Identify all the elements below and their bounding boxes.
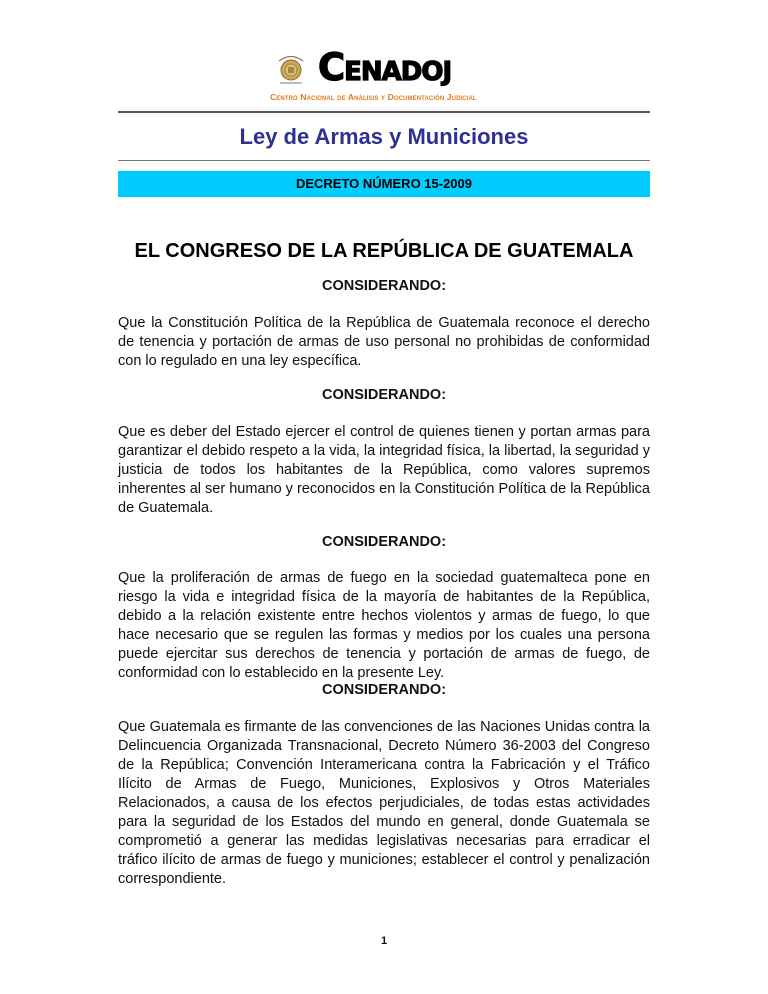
issuer-heading: EL CONGRESO DE LA REPÚBLICA DE GUATEMALA — [134, 240, 634, 262]
section-paragraph: Que la Constitución Política de la República de Guatemala reconoce el derecho de tenencia y portación de armas de uso personal no prohibidas de conformidad con lo regulado en una ley específica. — [118, 315, 650, 369]
section-heading: CONSIDERANDO: — [321, 278, 447, 294]
decree-banner: DECRETO NÚMERO 15-2009 — [118, 171, 650, 197]
title-divider — [118, 160, 650, 161]
logo-subtitle: Centro Nacional de Análisis y Documentación Judicial — [270, 92, 477, 102]
section-heading: CONSIDERANDO: — [321, 682, 447, 698]
page-number: 1 — [380, 935, 388, 947]
logo-brand-text: Cenadoj — [318, 46, 452, 89]
cenadoj-logo — [268, 48, 508, 108]
document-title: Ley de Armas y Municiones — [239, 124, 529, 149]
judicial-seal-icon — [275, 52, 307, 88]
section-paragraph: Que Guatemala es firmante de las convenciones de las Naciones Unidas contra la Delincuencia Organizada Transnacional, Decreto Número 36-2003 del Congreso de la República; Convención Interamericana contra la Fabricación y el Tráfico Ilícito de Armas de Fuego, Municiones, Explosivos y Otros Materiales Relacionados, a causa de los efectos perjudiciales, de todas estas actividades para la seguridad de los Estados del mundo en general, donde Guatemala se comprometió a generar las medidas legislativas necesarias para erradicar el tráfico ilícito de armas de fuego y municiones; establecer el control y penalización correspondiente. — [118, 719, 650, 887]
section-heading: CONSIDERANDO: — [321, 387, 447, 403]
section-paragraph: Que es deber del Estado ejercer el control de quienes tienen y portan armas para garantizar el debido respeto a la vida, la integridad física, la libertad, la seguridad y justicia de todos los habitantes de la República, como valores supremos inherentes al ser humano y reconocidos en la Constitución Política de la República de Guatemala. — [118, 424, 650, 516]
section-paragraph: Que la proliferación de armas de fuego en la sociedad guatemalteca pone en riesgo la vida e integridad física de la mayoría de habitantes de la República, debido a la relación existente entre hechos violentos y armas de fuego, lo que hace necesario que se regulen las formas y medios por los cuales una persona puede ejercitar sus derechos de tenencia y portación de armas de fuego, de conformidad con lo establecido en la presente Ley. — [118, 570, 650, 681]
header-divider — [118, 111, 650, 113]
section-heading: CONSIDERANDO: — [321, 534, 447, 550]
